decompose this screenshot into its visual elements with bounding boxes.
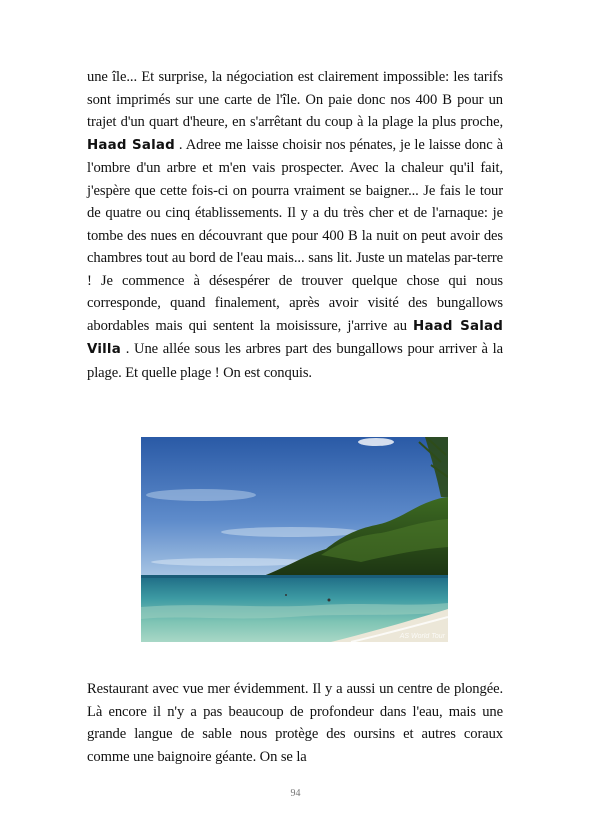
body-paragraph-2: Restaurant avec vue mer évidemment. Il y a aussi un centre de plongée. Là encore il n'y a pas beaucoup de profondeur dans l'eau, mais une grande langue de sable nous protège des oursins et autres coraux comme une baignoire géante. On se la — [87, 681, 503, 765]
beach-photo-image — [141, 437, 448, 642]
photo-watermark: AS World Tour — [399, 633, 445, 640]
paragraph-1-text-2: . Adree me laisse choisir nos pénates, je le laisse donc à l'ombre d'un arbre et m'en vais prospecter. Avec la chaleur qu'il fait, j'espère que cette fois-ci on pourra vraiment se baigner... Je fais le tour de quatre ou cinq établissements. Il y a du très cher et de l'arnaque: je tombe des nues en découvrant que pour 400 B la nuit on peut avoir des chambres tout au bord de l'eau mais... sans lit. Juste un matelas par-terre ! Je commence à désespérer de trouver quelque chose qui nous corresponde, quand finalement, après avoir visité des bungallows abordables mais qui sentent la moisissure, j'arrive au — [87, 136, 503, 334]
body-paragraph-1 — [87, 66, 503, 384]
place-name-haad-salad-villa: Haad Salad Villa — [87, 318, 504, 357]
paragraph-1-text-3: . Une allée sous les arbres part des bungallows pour arriver à la plage. Et quelle plage ! On est conquis. — [87, 341, 503, 381]
page-number: 94 — [290, 788, 301, 799]
beach-photo — [141, 437, 448, 642]
paragraph-1-text-1: une île... Et surprise, la négociation est clairement impossible: les tarifs sont imprimés sur une carte de l'île. On paie donc nos 400 B pour un trajet d'un quart d'heure, en s'arrêtant du coup à la plage la plus proche, — [87, 69, 503, 130]
place-name-haad-salad: Haad Salad — [87, 137, 175, 153]
